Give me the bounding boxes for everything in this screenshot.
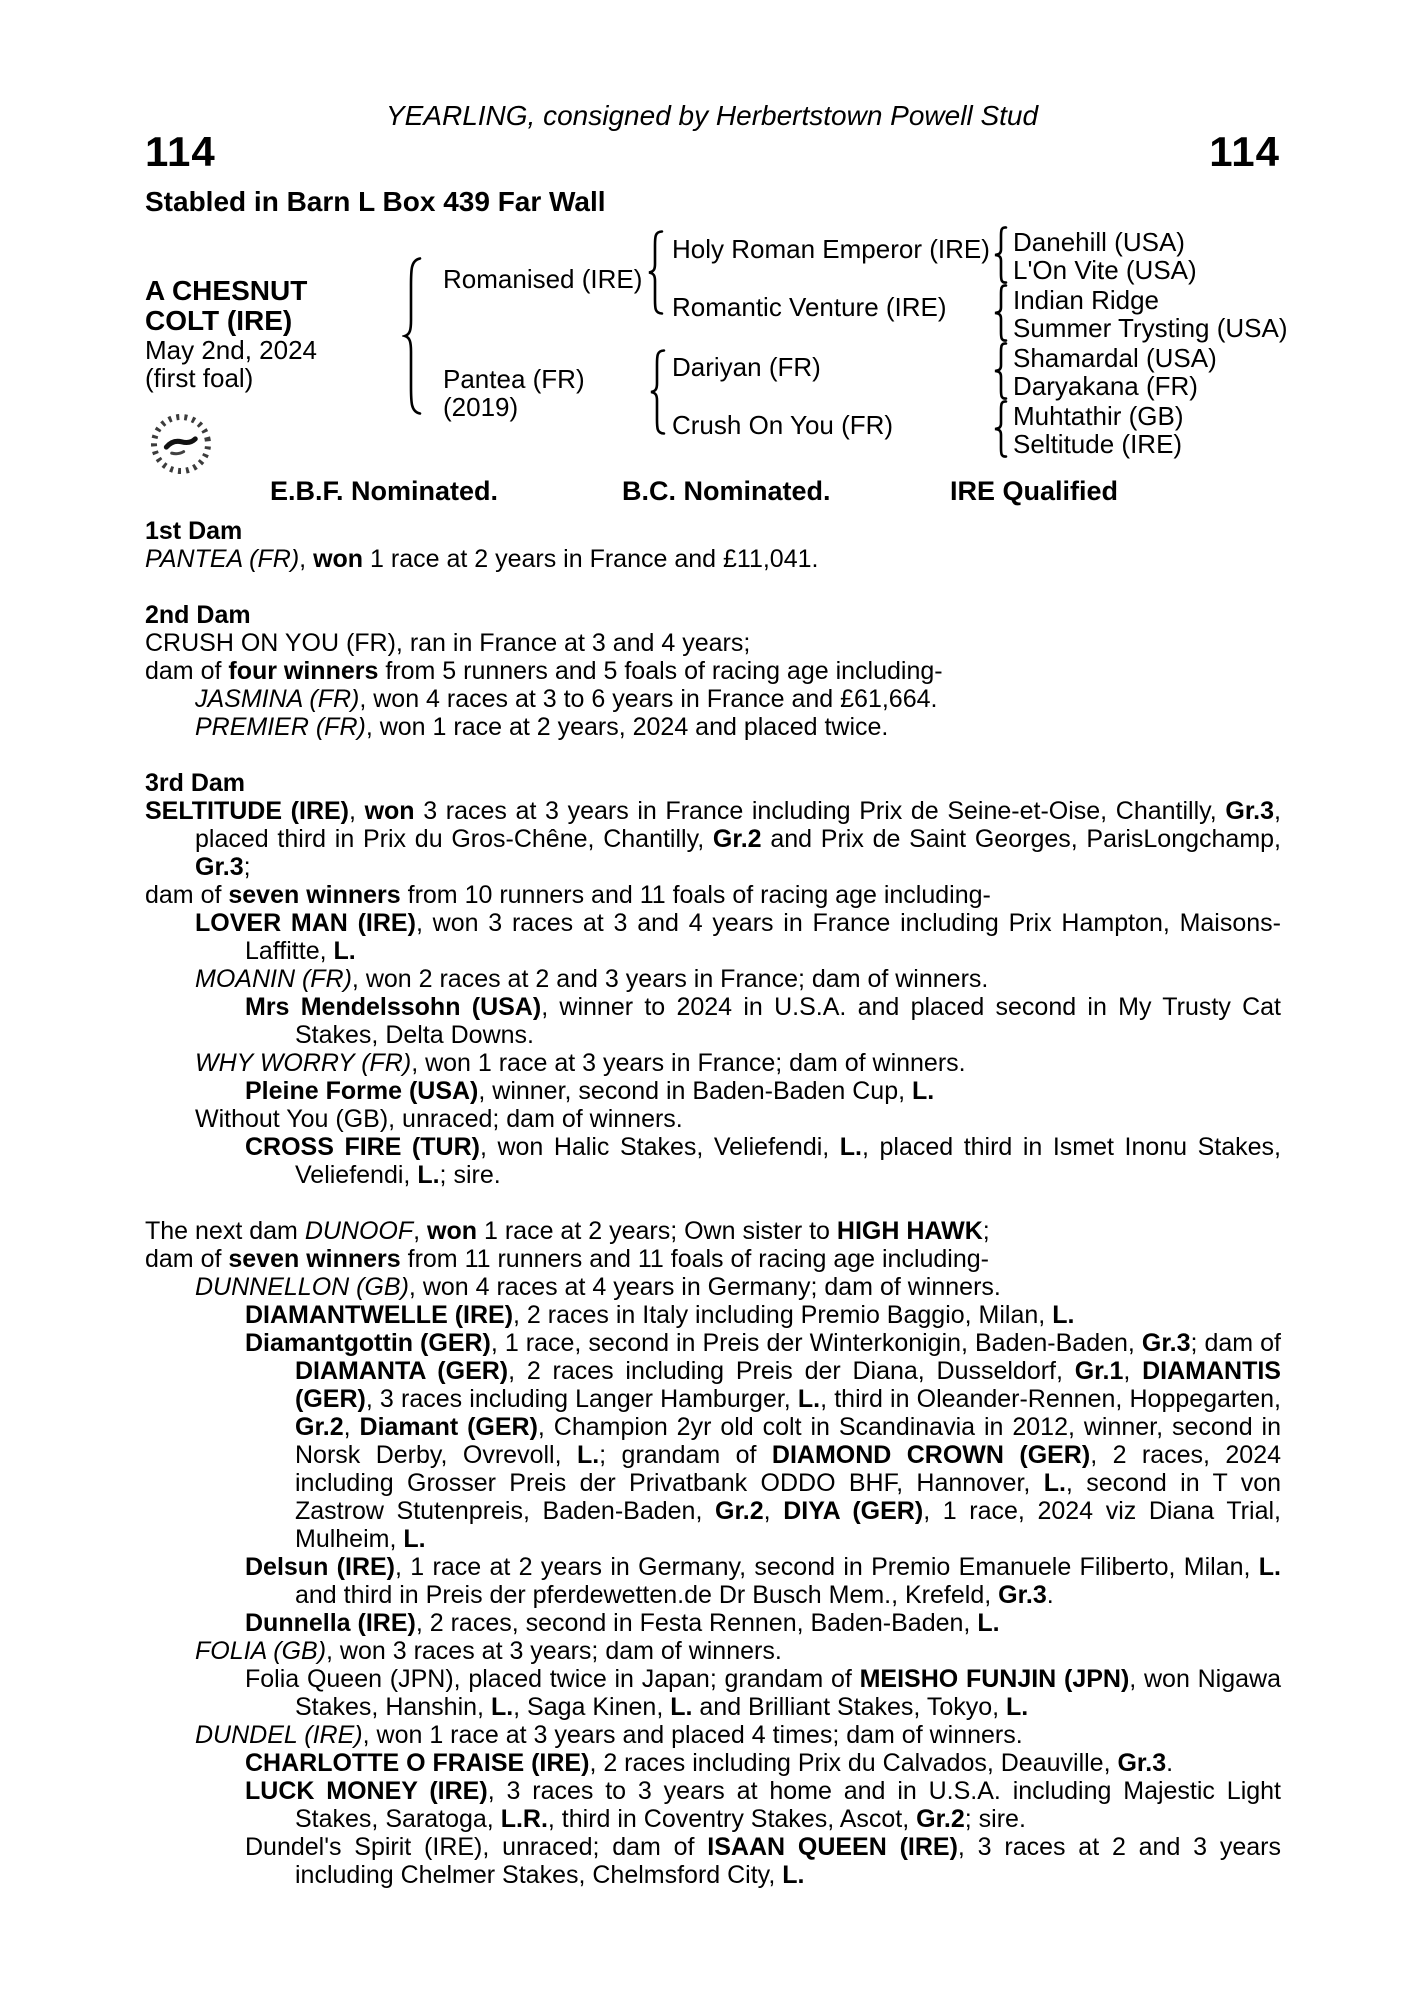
dam-sire-sire-name: Shamardal (USA): [1013, 343, 1217, 373]
catalogue-paragraph: LUCK MONEY (IRE), 3 races to 3 years at home and in U.S.A. including Majestic Light Stakes, Saratoga, L.R., third in Coventry Stakes, Ascot, Gr.2; sire.: [245, 1777, 1281, 1833]
ire-qualified: IRE Qualified: [950, 476, 1119, 506]
subject-foal-note: (first foal): [145, 363, 254, 393]
catalogue-paragraph: CHARLOTTE O FRAISE (IRE), 2 races including Prix du Calvados, Deauville, Gr.3.: [245, 1749, 1174, 1777]
section-heading: 3rd Dam: [145, 769, 246, 797]
lot-number-left: 114: [145, 128, 216, 175]
sire-sire-name: Holy Roman Emperor (IRE): [672, 234, 990, 264]
dam-sire-name: Dariyan (FR): [672, 352, 821, 382]
subject-foaling-date: May 2nd, 2024: [145, 335, 318, 365]
consignor-stamp-icon: [142, 405, 220, 483]
catalogue-paragraph: dam of four winners from 5 runners and 5 foals of racing age including-: [145, 657, 943, 685]
catalogue-paragraph: WHY WORRY (FR), won 1 race at 3 years in France; dam of winners.: [195, 1049, 966, 1077]
sire-sire-sire-name: Danehill (USA): [1013, 227, 1185, 257]
dam-sire-parents-brace: [992, 342, 1010, 400]
catalogue-paragraph: Delsun (IRE), 1 race at 2 years in Germany, second in Premio Emanuele Filiberto, Milan, L. and third in Preis der pferdewetten.de Dr Busch Mem., Krefeld, Gr.3.: [245, 1553, 1281, 1609]
dam-dam-dam-name: Seltitude (IRE): [1013, 429, 1183, 459]
catalogue-paragraph: dam of seven winners from 11 runners and 11 foals of racing age including-: [145, 1245, 989, 1273]
catalogue-paragraph: CRUSH ON YOU (FR), ran in France at 3 and 4 years;: [145, 629, 751, 657]
consignor-header: YEARLING, consigned by Herbertstown Powell Stud: [385, 100, 1039, 131]
catalogue-paragraph: Mrs Mendelssohn (USA), winner to 2024 in U.S.A. and placed second in My Trusty Cat Stakes, Delta Downs.: [245, 993, 1281, 1049]
catalogue-paragraph: The next dam DUNOOF, won 1 race at 2 years; Own sister to HIGH HAWK;: [145, 1217, 990, 1245]
stabling-info: Stabled in Barn L Box 439 Far Wall: [145, 186, 606, 217]
ebf-nomination: E.B.F. Nominated.: [270, 476, 499, 506]
catalogue-paragraph: FOLIA (GB), won 3 races at 3 years; dam of winners.: [195, 1637, 782, 1665]
sire-dam-parents-brace: [992, 284, 1010, 342]
section-heading: 1st Dam: [145, 517, 243, 545]
dam-name: Pantea (FR): [443, 364, 585, 394]
sire-parents-brace: [646, 230, 666, 315]
catalogue-paragraph: Folia Queen (JPN), placed twice in Japan; grandam of MEISHO FUNJIN (JPN), won Nigawa Stakes, Hanshin, L., Saga Kinen, L. and Brilliant Stakes, Tokyo, L.: [245, 1665, 1281, 1721]
sire-dam-sire-name: Indian Ridge: [1013, 285, 1159, 315]
catalogue-paragraph: DUNNELLON (GB), won 4 races at 4 years in Germany; dam of winners.: [195, 1273, 1001, 1301]
dam-sire-dam-name: Daryakana (FR): [1013, 371, 1198, 401]
dam-year: (2019): [443, 392, 519, 422]
catalogue-paragraph: Pleine Forme (USA), winner, second in Baden-Baden Cup, L.: [245, 1077, 935, 1105]
catalogue-paragraph: DIAMANTWELLE (IRE), 2 races in Italy including Premio Baggio, Milan, L.: [245, 1301, 1075, 1329]
subject-name-line2: COLT (IRE): [145, 305, 293, 336]
catalogue-paragraph: PREMIER (FR), won 1 race at 2 years, 2024 and placed twice.: [195, 713, 889, 741]
catalogue-paragraph: CROSS FIRE (TUR), won Halic Stakes, Veliefendi, L., placed third in Ismet Inonu Stakes, Veliefendi, L.; sire.: [245, 1133, 1281, 1189]
subject-name-line1: A CHESNUT: [145, 275, 308, 306]
dam-dam-name: Crush On You (FR): [672, 410, 894, 440]
bc-nomination: B.C. Nominated.: [622, 476, 831, 506]
sire-name: Romanised (IRE): [443, 264, 643, 294]
catalogue-paragraph: JASMINA (FR), won 4 races at 3 to 6 years in France and £61,664.: [195, 685, 938, 713]
catalogue-paragraph: SELTITUDE (IRE), won 3 races at 3 years in France including Prix de Seine-et-Oise, Chantilly, Gr.3, placed third in Prix du Gros-Chêne, Chantilly, Gr.2 and Prix de Saint Georges, ParisLongchamp, Gr.3;: [145, 797, 1281, 881]
dam-parents-brace: [648, 349, 668, 435]
catalogue-paragraph: Diamantgottin (GER), 1 race, second in Preis der Winterkonigin, Baden-Baden, Gr.3; dam of DIAMANTA (GER), 2 races including Preis der Diana, Dusseldorf, Gr.1, DIAMANTIS (GER), 3 races including Langer Hamburger, L., third in Oleander-Rennen, Hoppegarten, Gr.2, Diamant (GER), Champion 2yr old colt in Scandinavia in 2012, winner, second in Norsk Derby, Ovrevoll, L.; grandam of DIAMOND CROWN (GER), 2 races, 2024 including Grosser Preis der Privatbank ODDO BHF, Hannover, L., second in T von Zastrow Stutenpreis, Baden-Baden, Gr.2, DIYA (GER), 1 race, 2024 viz Diana Trial, Mulheim, L.: [245, 1329, 1281, 1553]
dam-dam-sire-name: Muhtathir (GB): [1013, 401, 1184, 431]
catalogue-paragraph: Dundel's Spirit (IRE), unraced; dam of ISAAN QUEEN (IRE), 3 races at 2 and 3 years including Chelmer Stakes, Chelmsford City, L.: [245, 1833, 1281, 1889]
catalogue-paragraph: Dunnella (IRE), 2 races, second in Festa Rennen, Baden-Baden, L.: [245, 1609, 1000, 1637]
catalogue-paragraph: LOVER MAN (IRE), won 3 races at 3 and 4 years in France including Prix Hampton, Maisons-Laffitte, L.: [195, 909, 1281, 965]
sire-sire-parents-brace: [992, 226, 1010, 284]
catalogue-paragraph: dam of seven winners from 10 runners and 11 foals of racing age including-: [145, 881, 991, 909]
sire-dam-name: Romantic Venture (IRE): [672, 292, 947, 322]
catalogue-paragraph: DUNDEL (IRE), won 1 race at 3 years and placed 4 times; dam of winners.: [195, 1721, 1023, 1749]
catalogue-paragraph: Without You (GB), unraced; dam of winners.: [195, 1105, 683, 1133]
catalogue-paragraph: PANTEA (FR), won 1 race at 2 years in France and £11,041.: [145, 545, 819, 573]
sire-sire-dam-name: L'On Vite (USA): [1013, 255, 1197, 285]
generation1-brace: [402, 257, 424, 415]
pedigree-text: [145, 517, 1281, 1889]
sire-dam-dam-name: Summer Trysting (USA): [1013, 313, 1288, 343]
catalogue-paragraph: MOANIN (FR), won 2 races at 2 and 3 years in France; dam of winners.: [195, 965, 989, 993]
section-heading: 2nd Dam: [145, 601, 251, 629]
dam-dam-parents-brace: [992, 400, 1010, 458]
lot-number-right: 114: [1209, 128, 1280, 175]
subject-horse: [145, 276, 317, 392]
